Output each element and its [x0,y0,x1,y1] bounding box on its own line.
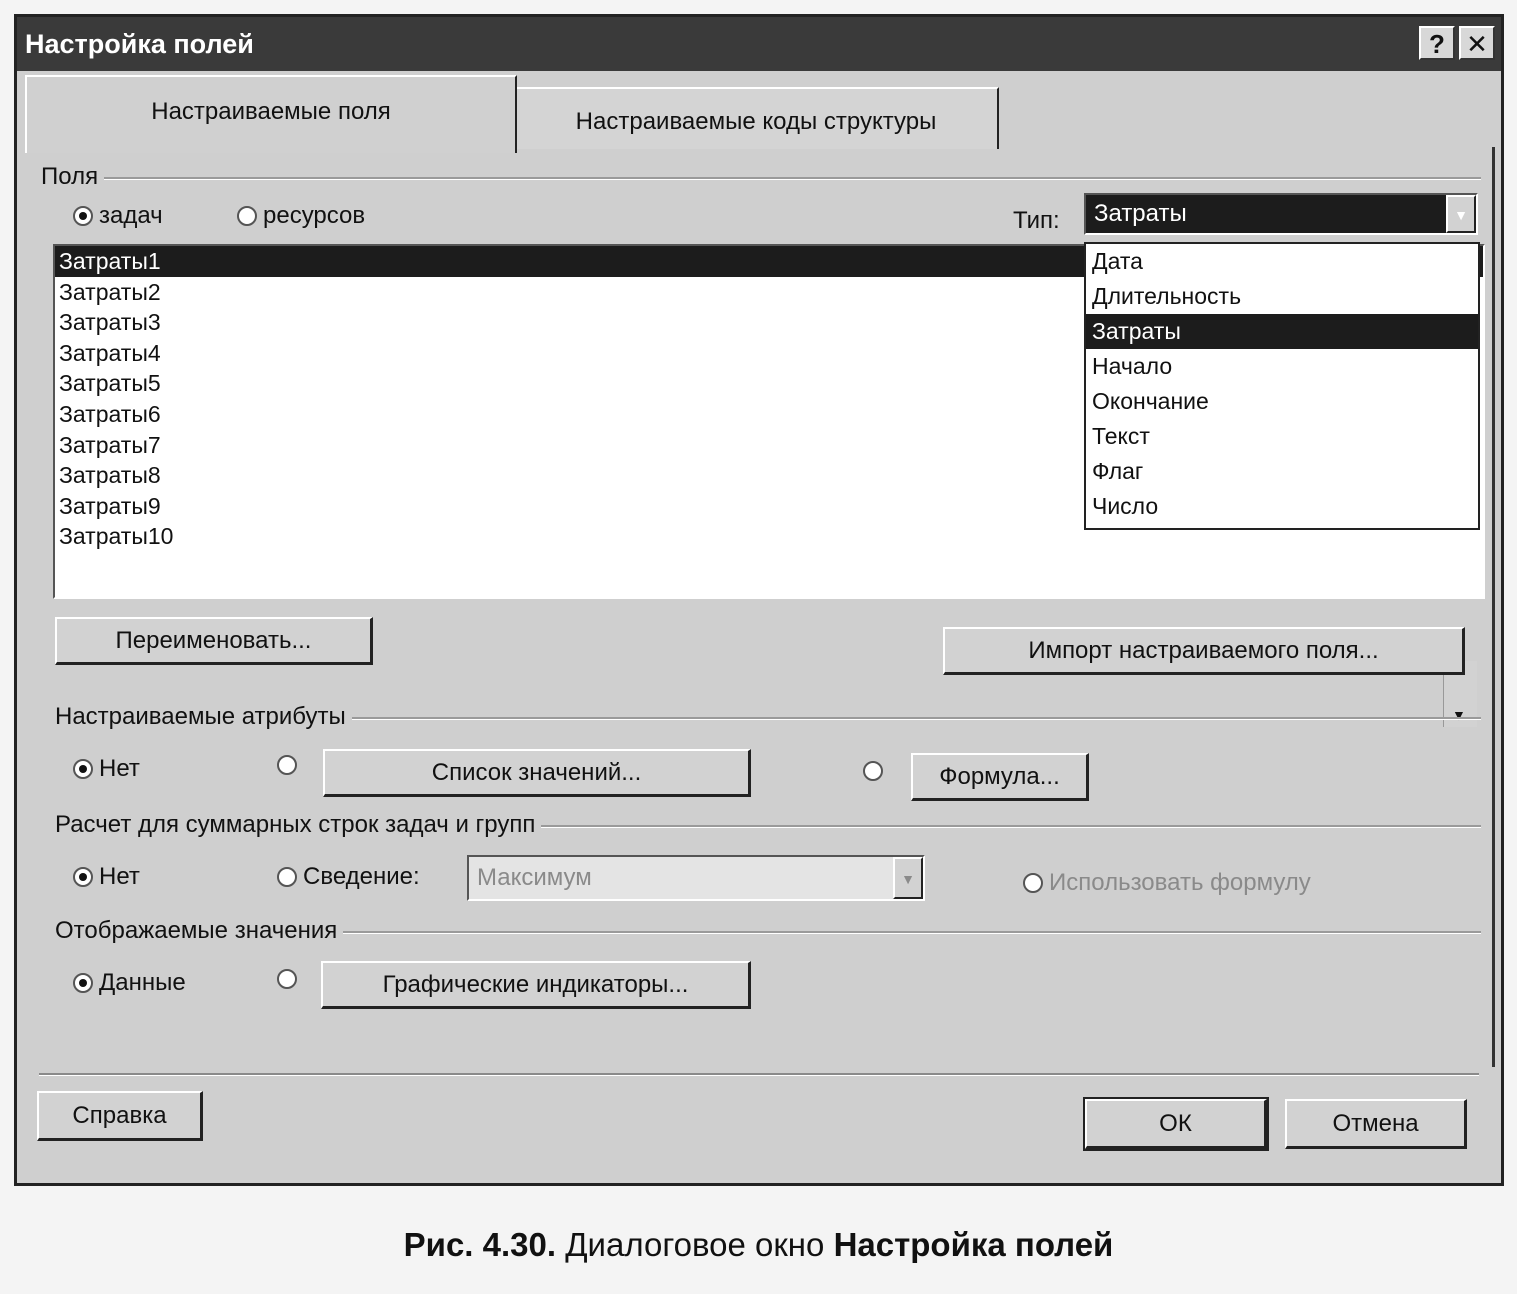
radio-summary-none-label: Нет [99,863,140,890]
footer-separator [39,1073,1479,1076]
list-item[interactable]: Затраты1 [55,246,1483,277]
import-field-button[interactable]: Импорт настраиваемого поля... [943,627,1465,675]
radio-resources-label: ресурсов [263,202,366,229]
rollup-select[interactable] [467,855,925,901]
radio-summary-rollup[interactable] [277,863,420,891]
graphical-indicators-button[interactable]: Графические индикаторы... [321,961,751,1009]
type-option[interactable]: Окончание [1092,388,1209,414]
fields-group-line [41,177,1481,180]
tab-custom-fields[interactable]: Настраиваемые поля [25,75,517,153]
radio-summary-rollup-label: Сведение: [303,863,420,890]
tab-custom-outline-codes[interactable]: Настраиваемые коды структуры [513,87,999,149]
rollup-select-value: Максимум [477,864,592,891]
radio-display-data-label: Данные [99,969,186,996]
radio-attr-formula-dot [863,761,883,781]
type-option[interactable]: Затраты [1086,314,1478,349]
list-item[interactable]: Затраты4 [59,339,161,366]
dialog-title: Настройка полей [25,29,254,59]
close-button[interactable]: ✕ [1459,26,1495,60]
scroll-down-icon[interactable]: ▼ [1452,707,1466,723]
list-item[interactable]: Затраты7 [59,431,161,458]
list-item[interactable]: Затраты8 [59,462,161,489]
radio-tasks-dot [73,206,93,226]
help-button[interactable]: Справка [37,1091,203,1141]
attributes-group-label: Настраиваемые атрибуты [55,703,352,731]
ok-button[interactable]: ОК [1085,1099,1267,1149]
radio-tasks-label: задач [99,202,163,229]
radio-display-data-dot [73,973,93,993]
rename-button[interactable]: Переименовать... [55,617,373,665]
radio-resources-dot [237,206,257,226]
list-item[interactable]: Затраты10 [59,523,174,550]
type-options [1086,244,1478,524]
caption-bold-title: Настройка полей [833,1226,1114,1263]
radio-use-formula[interactable] [1023,869,1311,897]
radio-attr-value-list-dot [277,755,297,775]
fields-group-label: Поля [41,163,104,191]
chevron-down-icon[interactable]: ▼ [893,857,923,899]
type-option[interactable]: Длительность [1092,283,1242,309]
type-option[interactable]: Начало [1092,353,1173,379]
title-bar [17,17,1501,71]
radio-attr-value-list[interactable] [277,755,297,775]
figure-caption [0,1226,1517,1264]
type-label: Тип: [1013,207,1060,234]
summary-group-label: Расчет для суммарных строк задач и групп [55,811,541,839]
radio-summary-rollup-dot [277,867,297,887]
radio-display-graphical-dot [277,969,297,989]
radio-use-formula-label: Использовать формулу [1049,869,1311,896]
type-select[interactable] [1084,193,1478,235]
radio-display-data[interactable] [73,969,186,997]
chevron-down-icon[interactable]: ▼ [1446,195,1476,233]
type-dropdown-list[interactable] [1084,242,1480,530]
radio-tasks[interactable] [73,202,163,230]
type-select-value: Затраты [1094,200,1187,227]
value-list-button[interactable]: Список значений... [323,749,751,797]
caption-number: Рис. 4.30. [403,1226,557,1263]
radio-attr-none-label: Нет [99,755,140,782]
type-option[interactable]: Флаг [1092,458,1144,484]
list-item[interactable]: Затраты5 [59,370,161,397]
formula-button[interactable]: Формула... [911,753,1089,801]
tab-panel [25,147,1495,1067]
type-option[interactable]: Число [1092,493,1159,519]
radio-attr-formula[interactable] [863,761,883,781]
cancel-button[interactable]: Отмена [1285,1099,1467,1149]
radio-summary-none[interactable] [73,863,140,891]
radio-resources[interactable] [237,202,365,230]
type-option[interactable]: Дата [1092,248,1143,274]
radio-use-formula-dot [1023,873,1043,893]
radio-attr-none[interactable] [73,755,140,783]
list-item[interactable]: Затраты6 [59,400,161,427]
type-option[interactable]: Текст [1092,423,1150,449]
help-title-button[interactable]: ? [1419,26,1455,60]
display-group-label: Отображаемые значения [55,917,343,945]
list-item[interactable]: Затраты2 [59,278,161,305]
customize-fields-dialog [14,14,1504,1186]
caption-text: Диалоговое окно [556,1226,834,1263]
list-item[interactable]: Затраты3 [59,309,161,336]
radio-summary-none-dot [73,867,93,887]
radio-display-graphical[interactable] [277,969,297,989]
list-item[interactable]: Затраты9 [59,492,161,519]
radio-attr-none-dot [73,759,93,779]
